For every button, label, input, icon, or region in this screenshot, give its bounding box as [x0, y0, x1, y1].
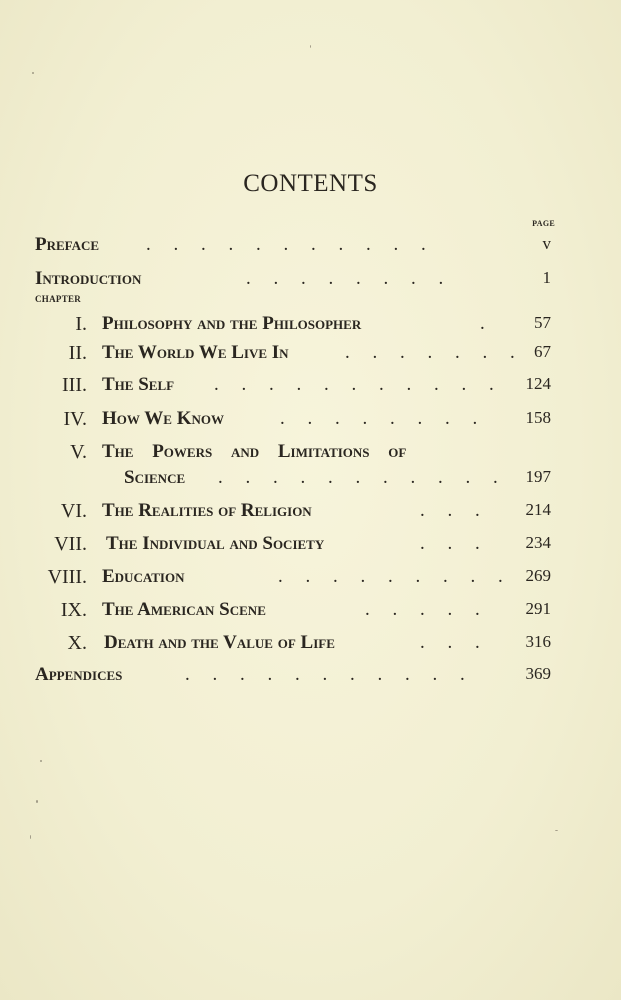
leader-dots: . . . . . . . . . . .	[185, 664, 474, 685]
leader-dots: . . .	[420, 500, 489, 521]
entry-page: 316	[525, 632, 551, 651]
toc-entry-chapter[interactable]	[0, 500, 621, 526]
toc-entry-chapter-continued[interactable]	[0, 467, 621, 493]
entry-title-continued: Science	[124, 467, 186, 488]
toc-entry-appendices[interactable]	[0, 664, 621, 690]
leader-dots: . . . . .	[365, 599, 489, 620]
entry-title: Death and the Value of Life	[104, 632, 335, 653]
entry-page: 67	[534, 342, 551, 361]
chapter-number: IX.	[60, 599, 87, 621]
leader-dots: .	[480, 313, 494, 334]
paper-speck	[36, 800, 38, 803]
chapter-number: VII.	[54, 533, 87, 555]
entry-title: The American Scene	[102, 599, 266, 620]
entry-title: Appendices	[35, 664, 123, 685]
toc-entry-chapter[interactable]	[0, 533, 621, 559]
entry-page: 197	[525, 467, 551, 486]
chapter-number: II.	[68, 342, 87, 364]
toc-entry-chapter[interactable]	[0, 374, 621, 400]
entry-page: v	[542, 234, 551, 253]
chapter-number: VIII.	[47, 566, 87, 588]
toc-entry-chapter[interactable]	[0, 566, 621, 592]
paper-speck	[32, 72, 34, 74]
leader-dots: . . .	[420, 533, 489, 554]
entry-title: The Realities of Religion	[102, 500, 312, 521]
chapter-number: VI.	[60, 500, 87, 522]
entry-title: Philosophy and the Philosopher	[102, 313, 362, 334]
paper-speck	[310, 45, 311, 48]
entry-page: 57	[534, 313, 551, 332]
leader-dots: . . .	[420, 632, 489, 653]
chapter-column-label: CHAPTER	[35, 294, 82, 304]
chapter-number: I.	[75, 313, 87, 335]
entry-page: 124	[525, 374, 551, 393]
entry-title: Preface	[35, 234, 100, 255]
chapter-number: III.	[62, 374, 87, 396]
toc-entry-chapter[interactable]	[0, 408, 621, 434]
entry-page: 214	[525, 500, 551, 519]
entry-title: The Powers and Limitations of	[102, 441, 407, 462]
leader-dots: . . . . . . . . . . .	[146, 234, 435, 255]
entry-page: 291	[525, 599, 551, 618]
leader-dots: . . . . . . . .	[246, 268, 453, 289]
entry-title: Introduction	[35, 268, 142, 289]
leader-dots: . . . . . . .	[345, 342, 524, 363]
paper-speck	[555, 830, 558, 831]
toc-entry-preface[interactable]	[0, 234, 621, 260]
toc-entry-chapter[interactable]	[0, 313, 621, 339]
page-title: CONTENTS	[243, 170, 378, 197]
toc-entry-chapter[interactable]	[0, 599, 621, 625]
entry-title: The Individual and Society	[106, 533, 325, 554]
entry-title: The Self	[102, 374, 175, 395]
toc-entry-chapter[interactable]	[0, 632, 621, 658]
leader-dots: . . . . . . . . . . .	[214, 374, 503, 395]
entry-title: How We Know	[102, 408, 224, 429]
chapter-number: IV.	[63, 408, 87, 430]
chapter-number: X.	[67, 632, 87, 654]
entry-page: 158	[525, 408, 551, 427]
chapter-number: V.	[70, 441, 87, 463]
entry-page: 234	[525, 533, 551, 552]
entry-page: 369	[525, 664, 551, 683]
toc-entry-introduction[interactable]	[0, 268, 621, 294]
toc-entry-chapter[interactable]	[0, 342, 621, 368]
paper-speck	[40, 760, 42, 762]
entry-title: Education	[102, 566, 185, 587]
leader-dots: . . . . . . . . . . .	[218, 467, 507, 488]
toc-entry-chapter[interactable]	[0, 441, 621, 467]
entry-page: 269	[525, 566, 551, 585]
leader-dots: . . . . . . . .	[280, 408, 487, 429]
entry-page: 1	[542, 268, 551, 287]
paper-speck	[30, 835, 31, 839]
entry-title: The World We Live In	[102, 342, 289, 363]
leader-dots: . . . . . . . . .	[278, 566, 512, 587]
page-column-label: PAGE	[532, 219, 555, 228]
